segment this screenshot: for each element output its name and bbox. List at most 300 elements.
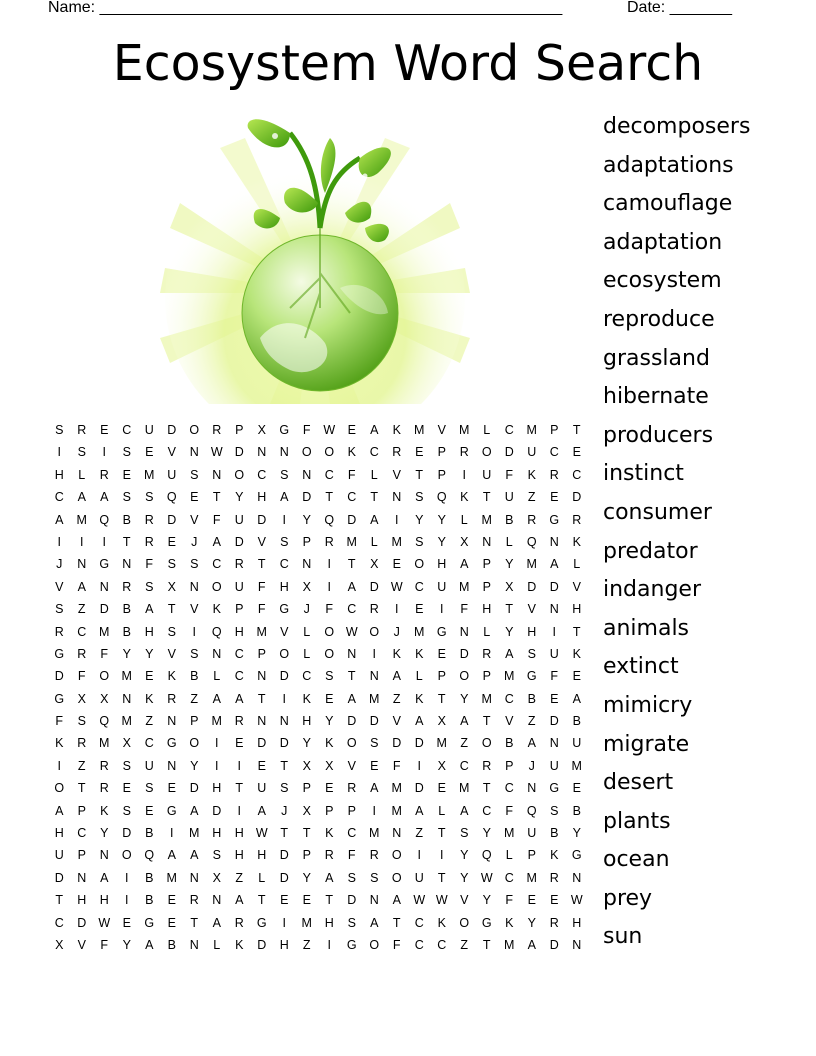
grid-letter: Z — [415, 826, 424, 841]
grid-letter: O — [459, 669, 470, 684]
grid-letter: O — [324, 646, 335, 661]
grid-letter: I — [237, 803, 241, 818]
grid-letter: Y — [235, 490, 244, 505]
grid-letter: I — [215, 758, 219, 773]
grid-letter: U — [527, 445, 537, 460]
grid-letter: B — [527, 691, 536, 706]
grid-letter: K — [325, 736, 334, 751]
grid-letter: W — [323, 423, 336, 437]
grid-letter: F — [257, 602, 266, 617]
grid-letter: H — [234, 826, 244, 841]
word-list-item: decomposers — [603, 114, 751, 139]
grid-letter: W — [98, 915, 111, 930]
grid-letter: D — [549, 579, 559, 594]
grid-letter: P — [190, 714, 199, 729]
grid-letter: W — [570, 893, 583, 908]
grid-letter: I — [282, 915, 286, 930]
grid-letter: E — [437, 781, 446, 796]
grid-letter: L — [438, 803, 446, 818]
grid-letter: S — [415, 534, 424, 549]
grid-letter: A — [167, 848, 176, 863]
grid-letter: A — [77, 490, 86, 505]
grid-letter: G — [481, 915, 492, 930]
grid-letter: K — [302, 691, 311, 706]
header-row — [48, 0, 768, 19]
grid-letter: V — [572, 579, 581, 594]
grid-letter: D — [99, 602, 109, 617]
grid-letter: S — [280, 781, 289, 796]
grid-letter: Z — [190, 691, 199, 706]
grid-letter: Y — [437, 534, 446, 549]
grid-letter: V — [347, 758, 356, 773]
grid-letter: U — [527, 826, 537, 841]
grid-letter: M — [391, 803, 402, 818]
grid-letter: I — [417, 848, 421, 863]
grid-letter: H — [234, 848, 244, 863]
grid-letter: P — [77, 803, 86, 818]
grid-letter: W — [390, 579, 403, 594]
grid-letter: I — [327, 579, 331, 594]
grid-letter: T — [347, 557, 356, 572]
grid-letter: N — [369, 669, 379, 684]
grid-letter: A — [460, 557, 469, 572]
grid-letter: K — [415, 691, 424, 706]
grid-letter: E — [415, 445, 424, 460]
word-list-item: predator — [603, 538, 698, 564]
grid-letter: B — [145, 870, 154, 885]
grid-letter: O — [324, 445, 335, 460]
grid-letter: P — [482, 669, 491, 684]
grid-letter: M — [481, 512, 492, 527]
grid-letter: Z — [77, 602, 86, 617]
grid-letter: U — [54, 848, 64, 863]
grid-row — [48, 419, 588, 441]
grid-letter: L — [78, 467, 86, 482]
grid-letter: T — [415, 467, 424, 482]
grid-letter: P — [77, 848, 86, 863]
grid-letter: S — [122, 803, 131, 818]
grid-letter: T — [370, 490, 379, 505]
grid-letter: A — [235, 893, 244, 908]
grid-letter: V — [190, 512, 199, 527]
grid-letter: E — [302, 893, 311, 908]
grid-letter: V — [392, 714, 401, 729]
grid-letter: E — [370, 758, 379, 773]
grid-letter: M — [436, 736, 447, 751]
grid-letter: T — [437, 826, 446, 841]
grid-letter: I — [215, 736, 219, 751]
grid-letter: H — [77, 893, 87, 908]
grid-letter: C — [504, 423, 514, 437]
grid-row — [48, 800, 588, 822]
grid-letter: M — [414, 624, 425, 639]
grid-letter: C — [482, 803, 492, 818]
grid-letter: J — [281, 803, 288, 818]
grid-letter: L — [573, 557, 581, 572]
grid-letter: T — [212, 490, 221, 505]
grid-letter: D — [369, 579, 379, 594]
grid-letter: N — [549, 736, 559, 751]
grid-letter: J — [303, 602, 310, 617]
grid-letter: H — [527, 624, 537, 639]
globe-with-sprout-icon — [160, 108, 470, 404]
word-list-item: desert — [603, 770, 674, 796]
grid-letter: J — [528, 758, 535, 773]
grid-letter: L — [505, 534, 513, 549]
grid-letter: X — [212, 870, 221, 885]
grid-letter: C — [234, 669, 244, 684]
grid-letter: Y — [482, 893, 491, 908]
grid-letter: I — [237, 758, 241, 773]
grid-letter: J — [393, 624, 400, 639]
grid-letter: A — [325, 870, 334, 885]
grid-letter: A — [392, 893, 401, 908]
grid-letter: E — [167, 781, 176, 796]
grid-letter: D — [369, 714, 379, 729]
grid-letter: N — [527, 781, 537, 796]
grid-letter: R — [459, 445, 469, 460]
grid-letter: A — [415, 803, 424, 818]
grid-letter: N — [99, 579, 109, 594]
grid-letter: T — [482, 714, 491, 729]
grid-letter: R — [527, 512, 537, 527]
grid-letter: D — [459, 646, 469, 661]
grid-letter: X — [370, 557, 379, 572]
grid-letter: R — [99, 467, 109, 482]
grid-letter: C — [77, 826, 87, 841]
grid-letter: L — [483, 423, 491, 437]
grid-letter: E — [167, 534, 176, 549]
grid-letter: R — [324, 534, 334, 549]
grid-letter: V — [527, 602, 536, 617]
grid-letter: K — [212, 602, 221, 617]
grid-letter: T — [482, 490, 491, 505]
grid-letter: R — [144, 512, 154, 527]
grid-letter: K — [392, 646, 401, 661]
grid-letter: Y — [122, 937, 131, 952]
grid-letter: I — [440, 602, 444, 617]
grid-row — [48, 643, 588, 665]
grid-letter: Q — [211, 624, 222, 639]
grid-letter: A — [347, 691, 356, 706]
grid-row — [48, 531, 588, 553]
grid-letter: E — [280, 893, 289, 908]
grid-letter: X — [77, 691, 86, 706]
grid-letter: O — [459, 915, 470, 930]
grid-letter: M — [526, 423, 537, 437]
grid-letter: F — [302, 423, 311, 437]
grid-letter: N — [122, 691, 132, 706]
grid-letter: W — [345, 624, 358, 639]
grid-letter: F — [145, 557, 154, 572]
grid-letter: E — [347, 423, 356, 437]
grid-letter: I — [192, 624, 196, 639]
grid-letter: D — [527, 579, 537, 594]
grid-letter: C — [549, 445, 559, 460]
grid-letter: T — [190, 915, 199, 930]
grid-row — [48, 867, 588, 889]
grid-letter: U — [504, 490, 514, 505]
grid-letter: X — [302, 758, 311, 773]
grid-letter: H — [212, 781, 222, 796]
grid-letter: X — [100, 691, 109, 706]
grid-letter: H — [572, 602, 582, 617]
grid-letter: N — [77, 557, 87, 572]
grid-letter: D — [504, 445, 514, 460]
grid-letter: H — [54, 467, 64, 482]
grid-letter: S — [122, 758, 131, 773]
grid-row — [48, 732, 588, 754]
grid-letter: M — [256, 624, 267, 639]
grid-letter: Z — [235, 870, 244, 885]
grid-letter: G — [346, 937, 357, 952]
grid-letter: T — [257, 557, 266, 572]
grid-letter: E — [145, 669, 154, 684]
grid-letter: E — [122, 781, 131, 796]
grid-letter: U — [144, 423, 154, 437]
grid-letter: M — [346, 534, 357, 549]
grid-letter: E — [550, 490, 559, 505]
grid-letter: C — [122, 423, 132, 437]
grid-letter: N — [392, 490, 402, 505]
grid-letter: L — [213, 937, 221, 952]
grid-letter: C — [144, 736, 154, 751]
grid-letter: K — [550, 848, 559, 863]
grid-letter: U — [414, 870, 424, 885]
grid-letter: Q — [436, 490, 447, 505]
grid-letter: T — [325, 893, 334, 908]
grid-letter: K — [415, 646, 424, 661]
grid-letter: Q — [166, 490, 177, 505]
grid-letter: K — [235, 937, 244, 952]
grid-letter: D — [279, 736, 289, 751]
grid-letter: A — [100, 870, 109, 885]
grid-letter: M — [76, 512, 87, 527]
grid-letter: N — [302, 557, 312, 572]
grid-letter: H — [437, 557, 447, 572]
grid-letter: U — [234, 579, 244, 594]
grid-letter: C — [234, 646, 244, 661]
grid-letter: E — [257, 758, 266, 773]
grid-letter: D — [414, 781, 424, 796]
grid-letter: T — [122, 534, 131, 549]
grid-letter: G — [279, 423, 290, 437]
grid-letter: I — [125, 893, 129, 908]
grid-letter: I — [57, 758, 61, 773]
grid-letter: B — [550, 826, 559, 841]
grid-letter: T — [280, 826, 289, 841]
grid-letter: E — [527, 893, 536, 908]
grid-row — [48, 755, 588, 777]
grid-letter: F — [100, 646, 109, 661]
grid-letter: O — [391, 870, 402, 885]
grid-letter: I — [57, 445, 61, 460]
grid-letter: F — [325, 602, 334, 617]
grid-letter: N — [279, 445, 289, 460]
grid-letter: L — [370, 467, 378, 482]
grid-letter: D — [414, 736, 424, 751]
grid-letter: C — [369, 445, 379, 460]
word-list-item: producers — [603, 422, 714, 448]
grid-letter: N — [392, 826, 402, 841]
grid-letter: H — [257, 848, 267, 863]
grid-letter: D — [234, 445, 244, 460]
grid-letter: A — [280, 490, 289, 505]
grid-letter: Y — [527, 915, 536, 930]
grid-letter: O — [189, 736, 200, 751]
grid-row — [48, 710, 588, 732]
grid-letter: D — [279, 669, 289, 684]
grid-letter: M — [526, 870, 537, 885]
grid-row — [48, 441, 588, 463]
grid-letter: C — [504, 691, 514, 706]
grid-letter: D — [167, 423, 177, 437]
grid-letter: D — [347, 512, 357, 527]
grid-letter: S — [55, 423, 64, 437]
grid-letter: Q — [526, 803, 537, 818]
grid-letter: V — [167, 445, 176, 460]
grid-letter: S — [167, 557, 176, 572]
grid-letter: D — [549, 937, 559, 952]
grid-letter: R — [212, 423, 222, 437]
grid-letter: G — [526, 669, 537, 684]
grid-letter: I — [462, 467, 466, 482]
grid-letter: E — [572, 669, 581, 684]
grid-letter: N — [302, 467, 312, 482]
grid-letter: I — [80, 534, 84, 549]
grid-letter: L — [213, 669, 221, 684]
grid-letter: C — [347, 826, 357, 841]
grid-letter: P — [347, 803, 356, 818]
grid-letter: S — [77, 445, 86, 460]
grid-letter: S — [280, 534, 289, 549]
grid-letter: R — [77, 423, 87, 437]
grid-letter: R — [572, 512, 582, 527]
grid-letter: E — [122, 467, 131, 482]
grid-letter: A — [392, 669, 401, 684]
grid-letter: K — [460, 490, 469, 505]
word-list-item: ecosystem — [603, 268, 722, 294]
grid-letter: P — [235, 423, 244, 437]
grid-row — [48, 777, 588, 799]
grid-letter: M — [526, 557, 537, 572]
grid-letter: E — [122, 915, 131, 930]
grid-letter: C — [459, 758, 469, 773]
grid-letter: D — [347, 893, 357, 908]
grid-letter: N — [122, 557, 132, 572]
grid-letter: D — [189, 781, 199, 796]
grid-letter: M — [369, 826, 380, 841]
grid-letter: M — [121, 669, 132, 684]
grid-letter: S — [190, 467, 199, 482]
grid-letter: A — [212, 534, 221, 549]
grid-letter: O — [121, 848, 132, 863]
grid-letter: O — [391, 848, 402, 863]
grid-letter: O — [99, 669, 110, 684]
grid-letter: R — [549, 467, 559, 482]
grid-letter: D — [167, 512, 177, 527]
grid-letter: S — [527, 646, 536, 661]
grid-letter: I — [125, 870, 129, 885]
grid-letter: N — [572, 937, 582, 952]
grid-letter: W — [480, 870, 493, 885]
grid-letter: M — [301, 915, 312, 930]
grid-letter: A — [145, 602, 154, 617]
grid-letter: R — [54, 624, 64, 639]
grid-letter: L — [370, 534, 378, 549]
grid-letter: E — [415, 602, 424, 617]
grid-letter: A — [212, 691, 221, 706]
grid-letter: K — [145, 691, 154, 706]
grid-letter: X — [505, 579, 514, 594]
word-list-item: grassland — [603, 345, 710, 371]
grid-letter: A — [527, 937, 536, 952]
grid-letter: N — [459, 624, 469, 639]
grid-letter: S — [347, 915, 356, 930]
grid-letter: P — [235, 602, 244, 617]
grid-letter: I — [552, 624, 556, 639]
grid-letter: H — [279, 579, 289, 594]
grid-letter: M — [144, 467, 155, 482]
grid-letter: P — [302, 534, 311, 549]
grid-letter: E — [572, 445, 581, 460]
grid-letter: G — [54, 691, 65, 706]
grid-letter: D — [347, 714, 357, 729]
grid-letter: R — [77, 736, 87, 751]
word-list-item: instinct — [603, 461, 684, 487]
grid-letter: V — [392, 467, 401, 482]
grid-letter: A — [347, 579, 356, 594]
grid-letter: H — [99, 893, 109, 908]
grid-letter: H — [257, 490, 267, 505]
grid-letter: C — [324, 467, 334, 482]
word-list-item: adaptations — [603, 152, 734, 178]
grid-letter: O — [189, 423, 200, 437]
grid-letter: N — [572, 870, 582, 885]
grid-letter: V — [460, 893, 469, 908]
grid-letter: D — [77, 915, 87, 930]
grid-letter: E — [550, 893, 559, 908]
grid-letter: E — [550, 691, 559, 706]
grid-letter: U — [549, 646, 559, 661]
grid-letter: R — [99, 781, 109, 796]
grid-letter: T — [257, 893, 266, 908]
grid-letter: V — [167, 646, 176, 661]
grid-letter: E — [392, 557, 401, 572]
grid-letter: P — [550, 423, 559, 437]
word-list-item: animals — [603, 615, 690, 641]
grid-letter: A — [505, 646, 514, 661]
grid-row — [48, 665, 588, 687]
grid-letter: S — [280, 467, 289, 482]
grid-letter: T — [302, 826, 311, 841]
grid-letter: S — [212, 848, 221, 863]
grid-row — [48, 688, 588, 710]
grid-letter: O — [369, 624, 380, 639]
grid-letter: H — [324, 915, 334, 930]
grid-letter: B — [572, 803, 581, 818]
grid-letter: T — [437, 870, 446, 885]
grid-row — [48, 912, 588, 934]
grid-letter: V — [55, 579, 64, 594]
grid-letter: J — [56, 557, 63, 572]
grid-letter: Y — [325, 714, 334, 729]
grid-letter: K — [572, 646, 581, 661]
word-list-item: mimicry — [603, 692, 693, 718]
grid-letter: C — [347, 602, 357, 617]
grid-letter: I — [395, 512, 399, 527]
grid-letter: M — [459, 423, 470, 437]
